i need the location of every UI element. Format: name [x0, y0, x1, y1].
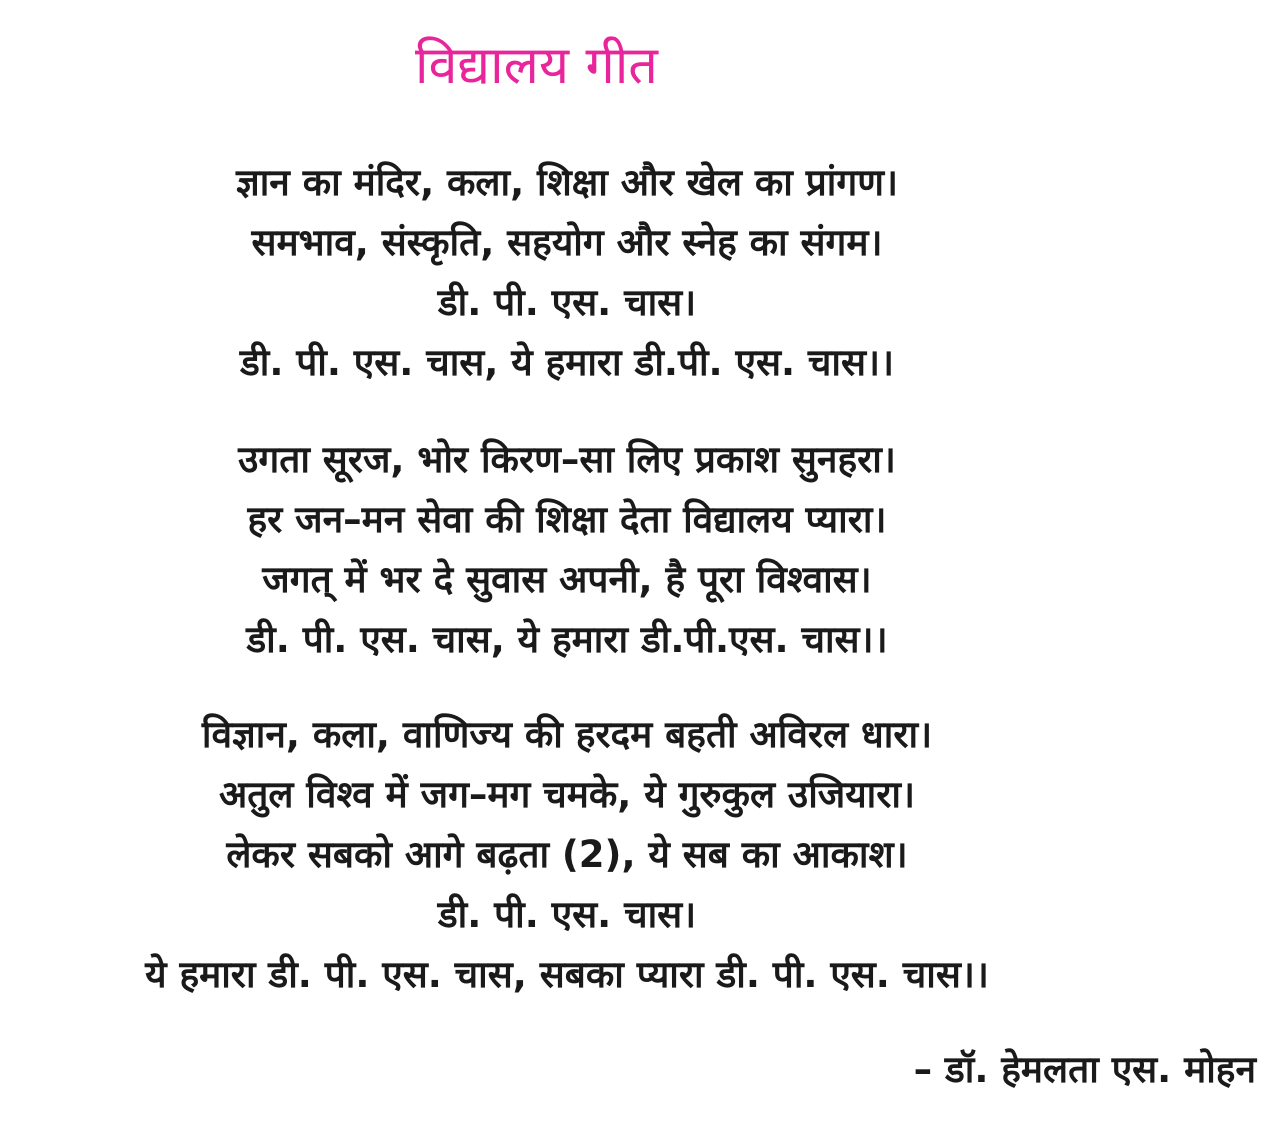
poem-line: लेकर सबको आगे बढ़ता (2), ये सब का आकाश। — [226, 833, 908, 876]
poem-line: हर जन–मन सेवा की शिक्षा देता विद्यालय प्यारा। — [247, 498, 887, 541]
poem-line: डी. पी. एस. चास। — [437, 893, 697, 936]
poem-line: डी. पी. एस. चास। — [437, 281, 697, 324]
author-credit: – डॉ. हेमलता एस. मोहन — [913, 1048, 1256, 1091]
poem-title: विद्यालय गीत — [415, 36, 658, 96]
poem-line: समभाव, संस्कृति, सहयोग और स्नेह का संगम। — [251, 221, 883, 264]
poem-line: उगता सूरज, भोर किरण–सा लिए प्रकाश सुनहरा। — [238, 438, 896, 481]
poem-line: जगत् में भर दे सुवास अपनी, है पूरा विश्वास। — [262, 558, 872, 601]
poem-line: डी. पी. एस. चास, ये हमारा डी.पी. एस. चास।। — [239, 341, 895, 384]
poem-line: डी. पी. एस. चास, ये हमारा डी.पी.एस. चास।। — [246, 618, 888, 661]
poem-line: ये हमारा डी. पी. एस. चास, सबका प्यारा डी. पी. एस. चास।। — [145, 953, 989, 996]
poem-line: विज्ञान, कला, वाणिज्य की हरदम बहती अविरल धारा। — [201, 713, 933, 756]
poem-line: अतुल विश्व में जग–मग चमके, ये गुरुकुल उजियारा। — [218, 773, 916, 816]
poem-line: ज्ञान का मंदिर, कला, शिक्षा और खेल का प्रांगण। — [235, 161, 898, 204]
